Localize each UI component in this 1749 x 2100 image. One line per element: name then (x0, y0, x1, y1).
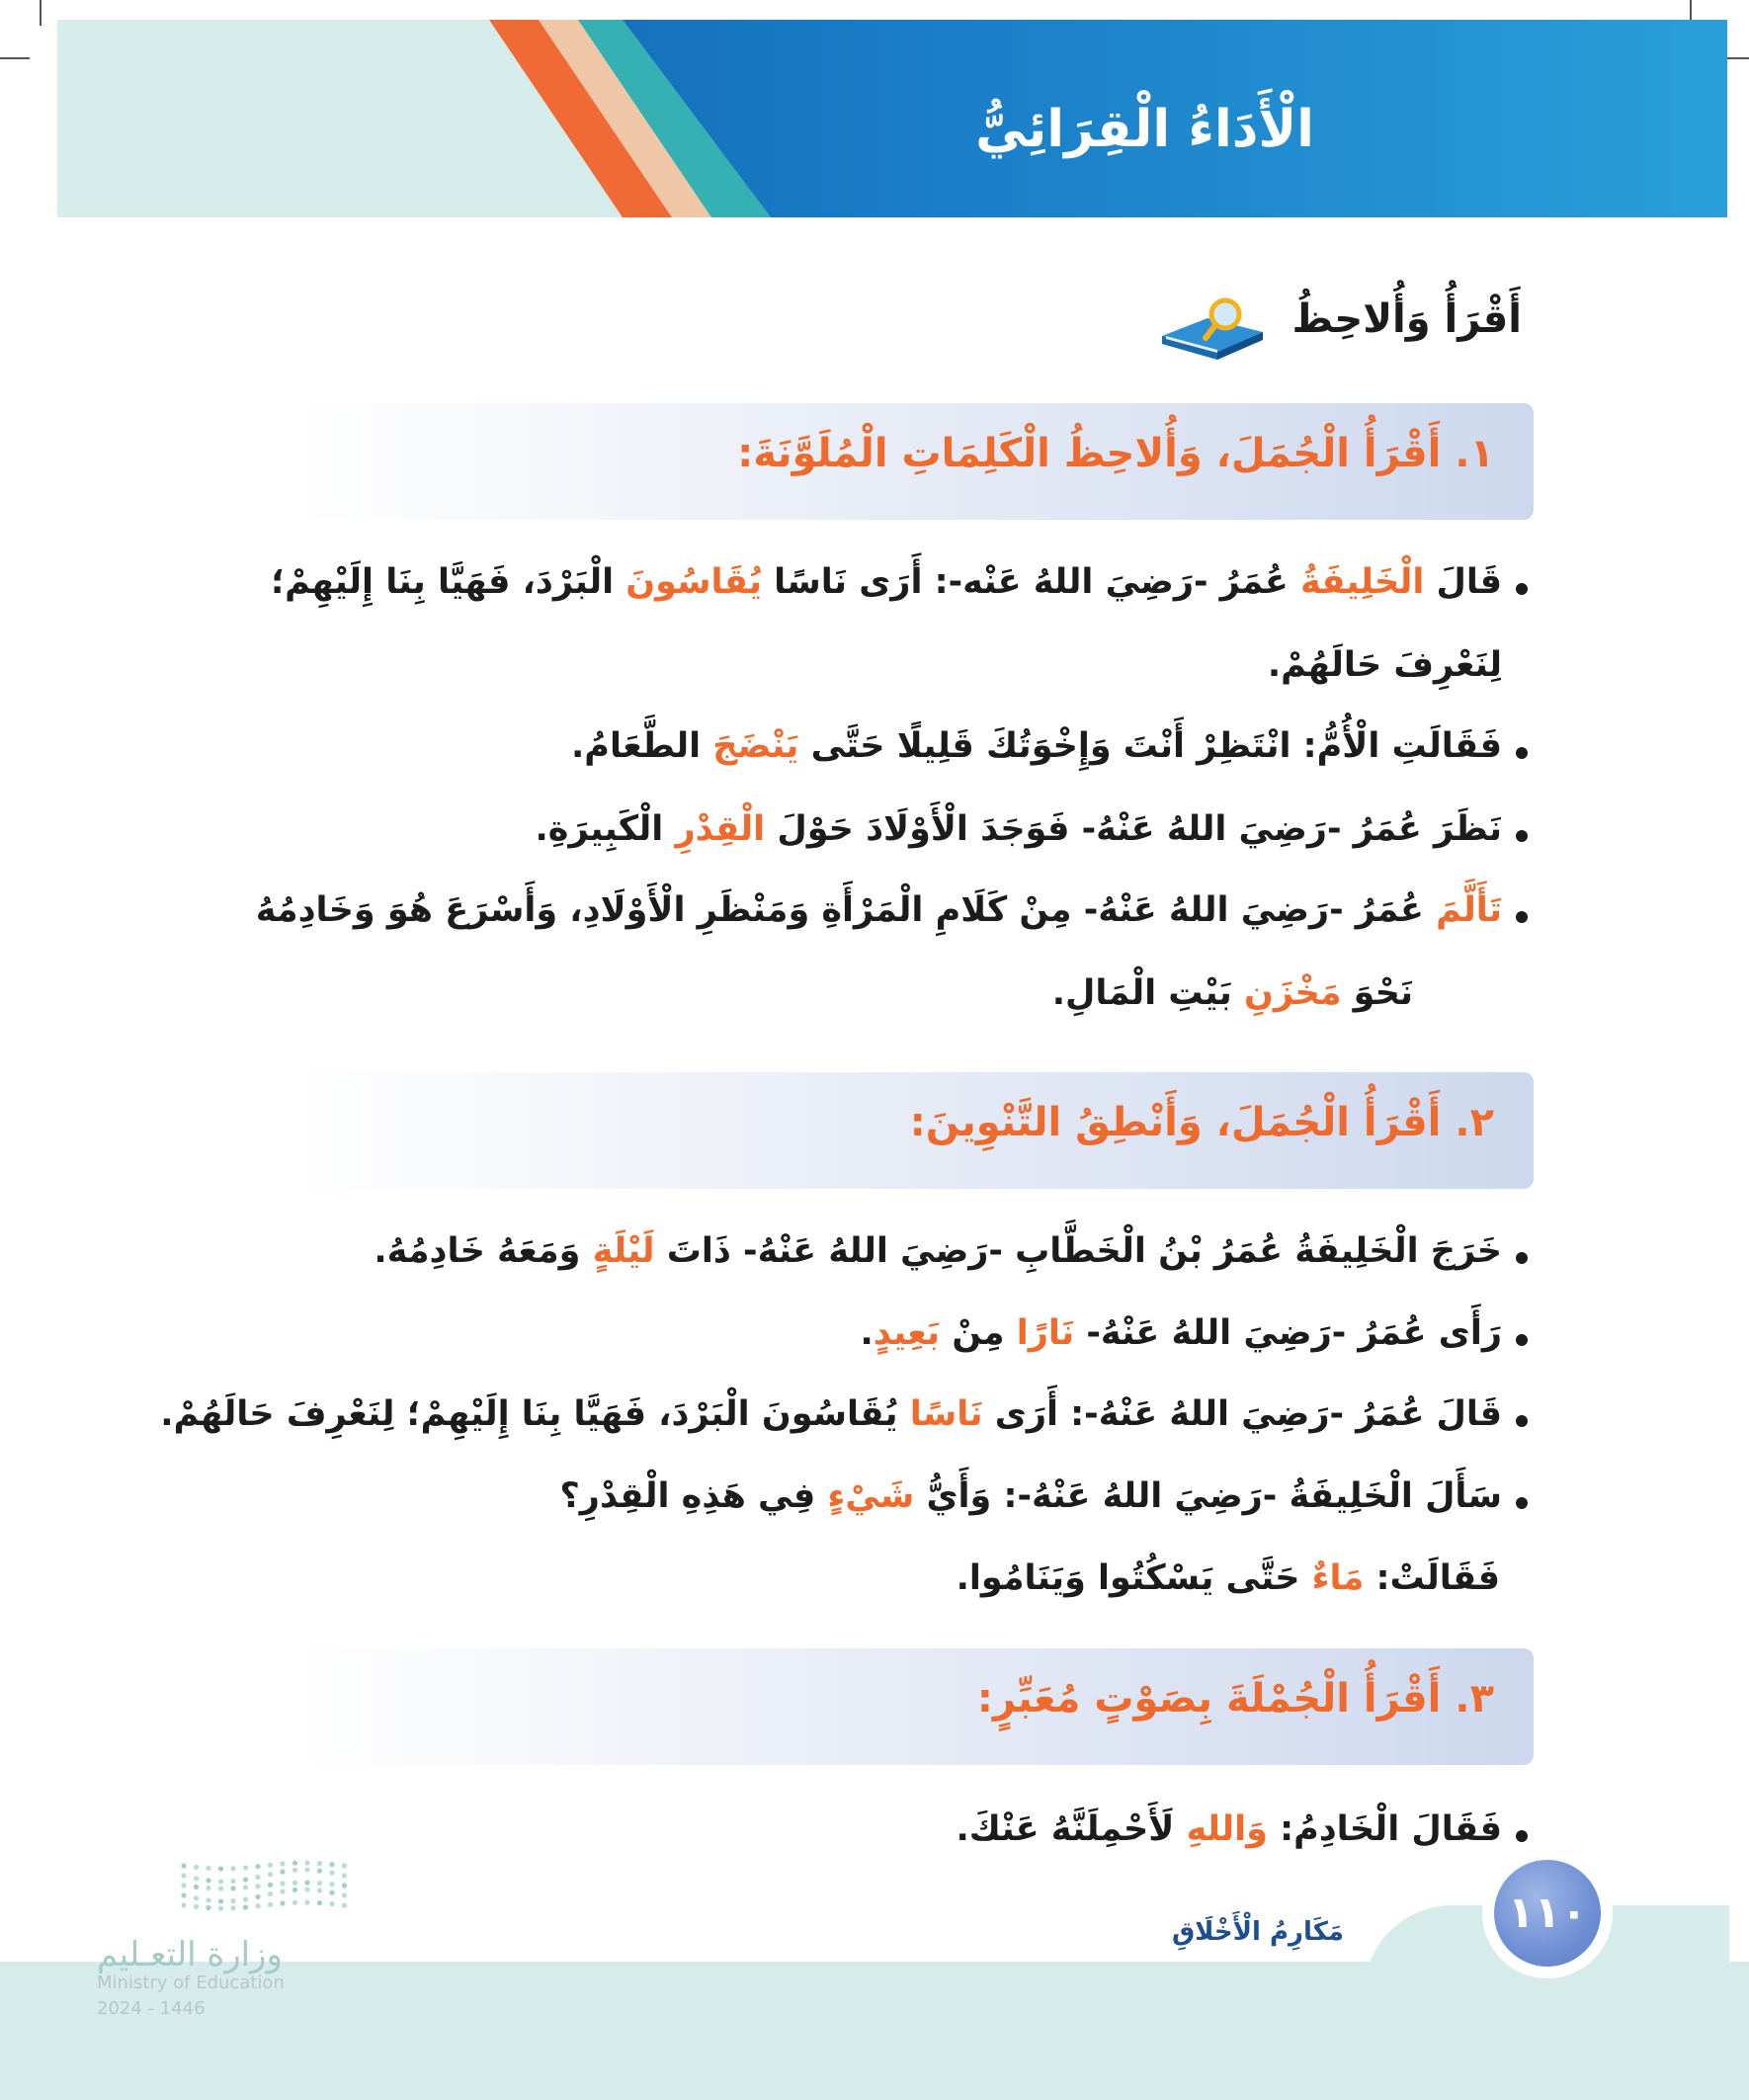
logo-dot (230, 1866, 235, 1871)
highlighted-word: مَاءٌ (1311, 1558, 1365, 1598)
bullet-dot (1516, 1415, 1528, 1427)
sentence-line (571, 725, 1502, 767)
sentence-line (861, 1312, 1503, 1354)
bullet-dot (1516, 1252, 1528, 1264)
logo-dot (181, 1883, 186, 1888)
bullet-dot (1516, 830, 1528, 842)
sentence-text: عُمَرُ -رَضِيَ اللهُ عَنْهُ- مِنْ كَلَامِ الْمَرْأَةِ وَمَنْظَرِ الْأَوْلَادِ، وَأَسْرَعَ هُوَ وَخَادِمُهُ (255, 890, 1437, 930)
logo-dot (218, 1886, 223, 1890)
instruction-bar-1 (296, 403, 1534, 520)
ministry-name-arabic: وزارة التعـليم (97, 1935, 283, 1974)
logo-dot (181, 1873, 186, 1878)
logo-dot (304, 1887, 309, 1891)
logo-dot (268, 1891, 273, 1896)
sentence-text: الطَّعَامُ. (571, 726, 713, 766)
sentence-text: الْكَبِيرَةِ. (535, 809, 676, 849)
sentence-text: خَرَجَ الْخَلِيفَةُ عُمَرُ بْنُ الْخَطَّابِ -رَضِيَ اللهُ عَنْهُ- ذَاتَ (654, 1231, 1502, 1271)
instruction-text: أَقْرَأُ الْجُمَلَ، وَأُلاحِظُ الْكَلِمَاتِ الْمُلَوَّنَةَ: (737, 431, 1442, 476)
book-title: مَكَارِمُ الْأَخْلَاقِ (1171, 1917, 1344, 1947)
instruction-number: ٣. (1455, 1676, 1494, 1722)
sentence-line (271, 561, 1502, 603)
logo-dot (268, 1883, 273, 1888)
logo-dot (280, 1869, 285, 1874)
instruction-text: أَقْرَأُ الْجُمَلَ، وَأَنْطِقُ التَّنْوِينَ: (909, 1100, 1442, 1145)
logo-dot (218, 1898, 223, 1903)
logo-dot (194, 1865, 199, 1870)
sentence-line (956, 1808, 1502, 1850)
logo-dot (304, 1860, 309, 1865)
ministry-year: 2024 - 1446 (97, 1998, 206, 2019)
sentence-text: الْبَرْدَ، فَهَيَّا بِنَا إِلَيْهِمْ؛ (271, 562, 626, 602)
highlighted-word: وَاللهِ (1186, 1809, 1268, 1849)
sentence-text: سَأَلَ الْخَلِيفَةُ -رَضِيَ اللهُ عَنْهُ-: وَأَيُّ (914, 1476, 1502, 1516)
logo-dot (243, 1885, 248, 1890)
logo-dot (317, 1861, 322, 1866)
logo-dot (194, 1904, 199, 1909)
logo-dot (292, 1900, 297, 1905)
logo-dot (342, 1883, 347, 1888)
logo-dot (329, 1901, 334, 1906)
sentence-text: لِنَعْرِفَ حَالَهُمْ. (1267, 645, 1502, 685)
logo-dot (255, 1884, 260, 1889)
sentence-line (256, 889, 1502, 931)
logo-dot (317, 1868, 322, 1873)
logo-dot (317, 1888, 322, 1892)
instruction-text: أَقْرَأُ الْجُمْلَةَ بِصَوْتٍ مُعَبِّرٍ: (976, 1676, 1442, 1722)
logo-dot (317, 1900, 322, 1905)
sentence-text: بَيْتِ الْمَالِ. (1051, 973, 1244, 1013)
bullet-dot (1516, 583, 1528, 595)
logo-dot (292, 1868, 297, 1873)
sentence-text: نَظَرَ عُمَرُ -رَضِيَ اللهُ عَنْهُ- فَوَجَدَ الْأَوْلَادَ حَوْلَ (765, 809, 1502, 849)
logo-dot (181, 1892, 186, 1897)
instruction-number: ٢. (1455, 1100, 1494, 1145)
logo-dot (292, 1881, 297, 1886)
highlighted-word: بَعِيدٍ (873, 1313, 941, 1353)
sentence-line (160, 1393, 1502, 1435)
logo-dot (206, 1866, 210, 1871)
sentence-text: قَالَ (1424, 562, 1502, 602)
highlighted-word: يُقَاسُونَ (625, 562, 762, 602)
ministry-logo-dots (178, 1858, 356, 1917)
sentence-text: مِنْ (940, 1313, 1017, 1353)
highlighted-word: يَنْضَجَ (712, 726, 799, 766)
logo-dot (292, 1861, 297, 1866)
sentence-line (957, 1557, 1500, 1599)
logo-dot (206, 1897, 210, 1902)
bullet-dot (1516, 1497, 1528, 1509)
logo-dot (304, 1899, 309, 1904)
logo-dot (342, 1873, 347, 1878)
highlighted-word: نَارًا (1016, 1313, 1075, 1353)
logo-dot (255, 1875, 260, 1880)
logo-dot (268, 1863, 273, 1868)
sentence-text: لَأَحْمِلَنَّهُ عَنْكَ. (956, 1809, 1187, 1849)
bullet-dot (1516, 1334, 1528, 1346)
logo-dot (304, 1880, 309, 1885)
logo-dot (230, 1886, 235, 1890)
highlighted-word: الْقِدْرِ (675, 809, 766, 849)
logo-dot (218, 1905, 223, 1910)
logo-dot (255, 1903, 260, 1908)
sentence-text: نَحْوَ (1341, 973, 1413, 1013)
sentence-line (560, 1475, 1503, 1517)
sentence-text: رَأَى عُمَرُ -رَضِيَ اللهُ عَنْهُ- (1074, 1313, 1502, 1353)
sentence-text: عُمَرُ -رَضِيَ اللهُ عَنْه-: أَرَى نَاسًا (762, 562, 1301, 602)
logo-dot (194, 1895, 199, 1900)
book-magnifier-icon (1156, 293, 1267, 362)
logo-dot (230, 1879, 235, 1884)
logo-dot (255, 1864, 260, 1869)
highlighted-word: مَخْزَنِ (1243, 973, 1342, 1013)
logo-dot (206, 1886, 210, 1890)
logo-dot (342, 1863, 347, 1868)
logo-dot (304, 1867, 309, 1872)
sentence-line (374, 1230, 1502, 1272)
logo-dot (181, 1902, 186, 1907)
sentence-text: وَمَعَهُ خَادِمُهُ. (374, 1231, 593, 1271)
highlighted-word: نَاسًا (909, 1394, 983, 1434)
sentence-line (535, 808, 1502, 850)
sentence-text: . (860, 1313, 874, 1353)
logo-dot (280, 1889, 285, 1893)
highlighted-word: الْخَلِيفَةُ (1300, 562, 1425, 602)
bullet-dot (1516, 747, 1528, 759)
instruction-number: ١. (1455, 431, 1494, 476)
logo-dot (194, 1885, 199, 1890)
logo-dot (342, 1892, 347, 1897)
logo-dot (268, 1902, 273, 1907)
sentence-text: قَالَ عُمَرُ -رَضِيَ اللهُ عَنْهُ-: أَرَى (982, 1394, 1502, 1434)
read-observe-heading: أَقْرَأُ وَأُلاحِظُ (1291, 296, 1522, 342)
sentence-text: فَقَالَتِ الْأُمُّ: انْتَظِرْ أَنْتَ وَإِخْوَتُكَ قَلِيلًا حَتَّى (798, 726, 1502, 766)
page-title: الْأَدَاءُ الْقِرَائِيُّ (975, 100, 1314, 159)
logo-dot (292, 1888, 297, 1892)
logo-dot (280, 1861, 285, 1866)
logo-dot (243, 1904, 248, 1909)
instruction-bar-2 (296, 1072, 1534, 1189)
logo-dot (317, 1881, 322, 1886)
logo-dot (280, 1881, 285, 1886)
highlighted-word: شَيْءٍ (827, 1476, 915, 1516)
logo-dot (342, 1902, 347, 1907)
ministry-name-english: Ministry of Education (97, 1973, 285, 1993)
logo-dot (206, 1905, 210, 1910)
sentence-text: فِي هَذِهِ الْقِدْرِ؟ (559, 1476, 828, 1516)
logo-dot (230, 1905, 235, 1910)
logo-dot (329, 1890, 334, 1895)
logo-dot (280, 1900, 285, 1905)
logo-dot (243, 1877, 248, 1882)
sentence-text: فَقَالَتْ: (1364, 1558, 1500, 1598)
sentence-text: فَقَالَ الْخَادِمُ: (1267, 1809, 1502, 1849)
logo-dot (255, 1894, 260, 1899)
logo-dot (243, 1896, 248, 1901)
sentence-line (1268, 644, 1502, 686)
logo-dot (181, 1863, 186, 1868)
logo-dot (329, 1862, 334, 1867)
sentence-text: يُقَاسُونَ الْبَرْدَ، فَهَيَّا بِنَا إِلَيْهِمْ؛ لِنَعْرِفَ حَالَهُمْ. (160, 1394, 910, 1434)
logo-dot (329, 1871, 334, 1876)
logo-dot (218, 1866, 223, 1871)
logo-dot (230, 1898, 235, 1903)
highlighted-word: تَأَلَّمَ (1436, 890, 1502, 930)
logo-dot (243, 1865, 248, 1870)
bullet-dot (1516, 911, 1528, 923)
logo-dot (206, 1878, 210, 1883)
logo-dot (218, 1879, 223, 1884)
instruction-bar-3 (296, 1648, 1534, 1765)
crop-mark (40, 0, 42, 26)
page-number: ١١٠ (1494, 1860, 1601, 1967)
highlighted-word: لَيْلَةٍ (592, 1231, 655, 1271)
bullet-dot (1516, 1830, 1528, 1842)
sentence-line (1052, 972, 1413, 1014)
sentence-text: حَتَّى يَسْكُتُوا وَيَنَامُوا. (956, 1558, 1312, 1598)
logo-dot (268, 1872, 273, 1877)
logo-dot (329, 1882, 334, 1887)
crop-mark (0, 57, 30, 59)
logo-dot (194, 1876, 199, 1881)
